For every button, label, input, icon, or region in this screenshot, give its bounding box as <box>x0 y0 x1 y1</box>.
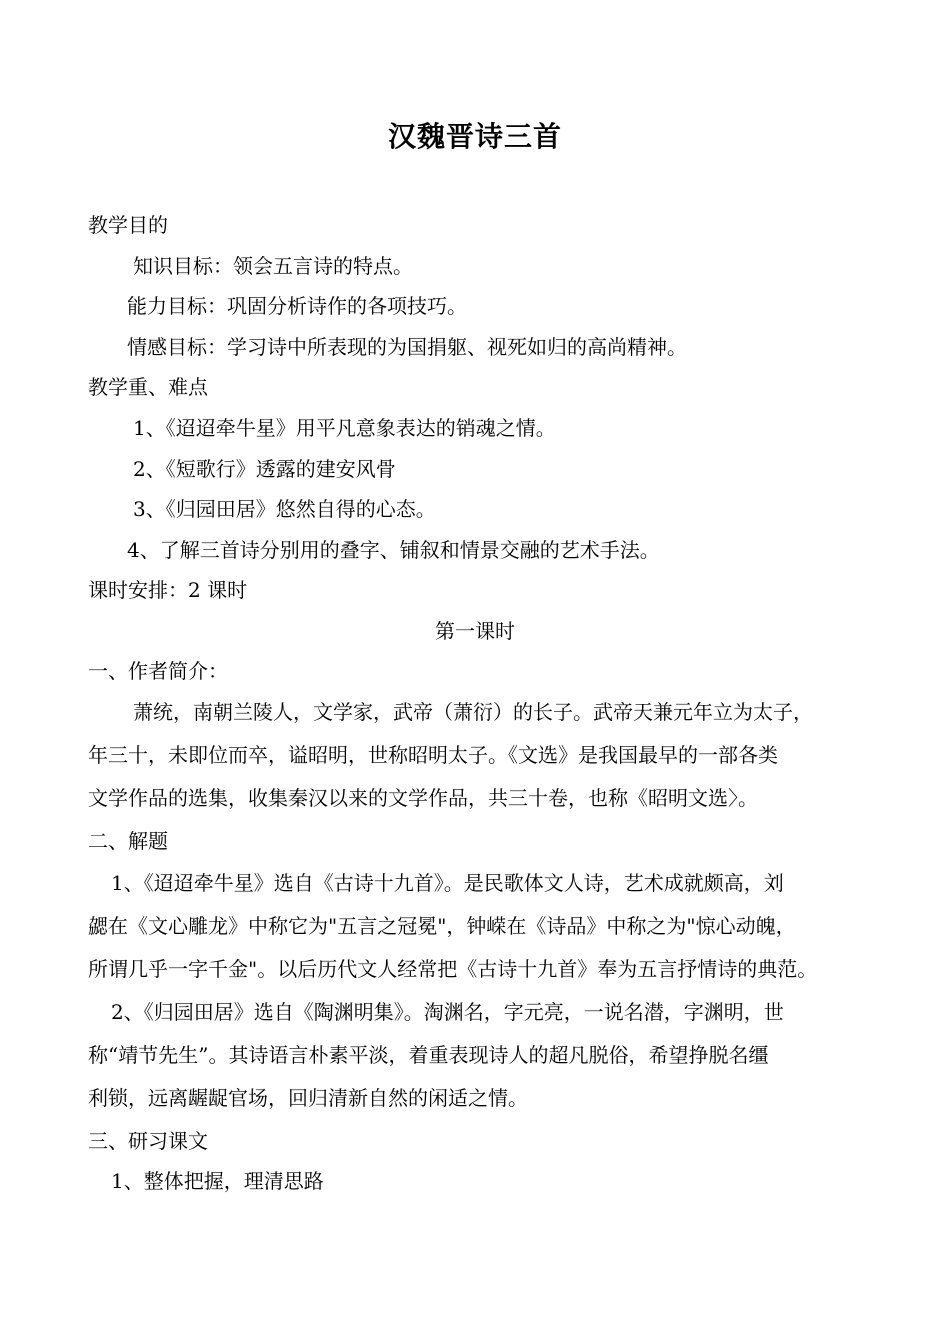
objectives-heading: 教学目的 <box>88 213 168 237</box>
explanation-paragraph-line: 称“靖节先生”。其诗语言朴素平淡，着重表现诗人的超凡脱俗，希望挣脱名缰 <box>88 1043 769 1067</box>
schedule-text: 课时安排：2 课时 <box>88 578 248 602</box>
explanation-paragraph-line: 利锁，远离龌龊官场，回归清新自然的闲适之情。 <box>88 1086 528 1110</box>
explanation-paragraph-line: 2、《归园田居》选自《陶渊明集》。淘渊名，字元亮，一说名潜，字渊明，世 <box>111 1000 784 1024</box>
lesson-heading: 第一课时 <box>435 619 515 643</box>
key-point-item: 4、了解三首诗分别用的叠字、铺叙和情景交融的艺术手法。 <box>127 538 660 562</box>
document-title: 汉魏晋诗三首 <box>387 120 562 153</box>
author-paragraph-line: 文学作品的选集，收集秦汉以来的文学作品，共三十卷，也称《昭明文选〉。 <box>88 786 758 810</box>
explanation-paragraph-line: 勰在《文心雕龙》中称它为"五言之冠冕"，钟嵘在《诗品》中称之为"惊心动魄， <box>88 914 796 938</box>
explanation-paragraph-line: 所谓几乎一字千金"。以后历代文人经常把《古诗十九首》奉为五言抒情诗的典范。 <box>88 957 818 981</box>
author-paragraph-line: 萧统，南朝兰陵人，文学家，武帝（萧衍）的长子。武帝天兼元年立为太子， <box>133 700 813 724</box>
explanation-paragraph-line: 1、《迢迢牵牛星》选自《古诗十九首》。是民歌体文人诗，艺术成就颇高，刘 <box>111 871 784 895</box>
key-point-item: 1、《迢迢牵牛星》用平凡意象表达的销魂之情。 <box>133 416 556 440</box>
key-point-item: 3、《归园田居》悠然自得的心态。 <box>133 497 436 521</box>
study-heading: 三、研习课文 <box>88 1129 208 1153</box>
key-points-heading: 教学重、难点 <box>88 375 208 399</box>
objective-emotion: 情感目标：学习诗中所表现的为国捐躯、视死如归的高尚精神。 <box>127 335 687 359</box>
study-item: 1、整体把握，理清思路 <box>111 1169 324 1193</box>
objective-knowledge: 知识目标：领会五言诗的特点。 <box>133 254 413 278</box>
explanation-heading: 二、解题 <box>88 829 168 853</box>
author-heading: 一、作者简介： <box>88 659 228 683</box>
key-point-item: 2、《短歌行》透露的建安风骨 <box>133 457 396 481</box>
author-paragraph-line: 年三十，未即位而卒，谥昭明，世称昭明太子。《文选》是我国最早的一部各类 <box>88 743 778 767</box>
objective-ability: 能力目标：巩固分析诗作的各项技巧。 <box>127 294 467 318</box>
